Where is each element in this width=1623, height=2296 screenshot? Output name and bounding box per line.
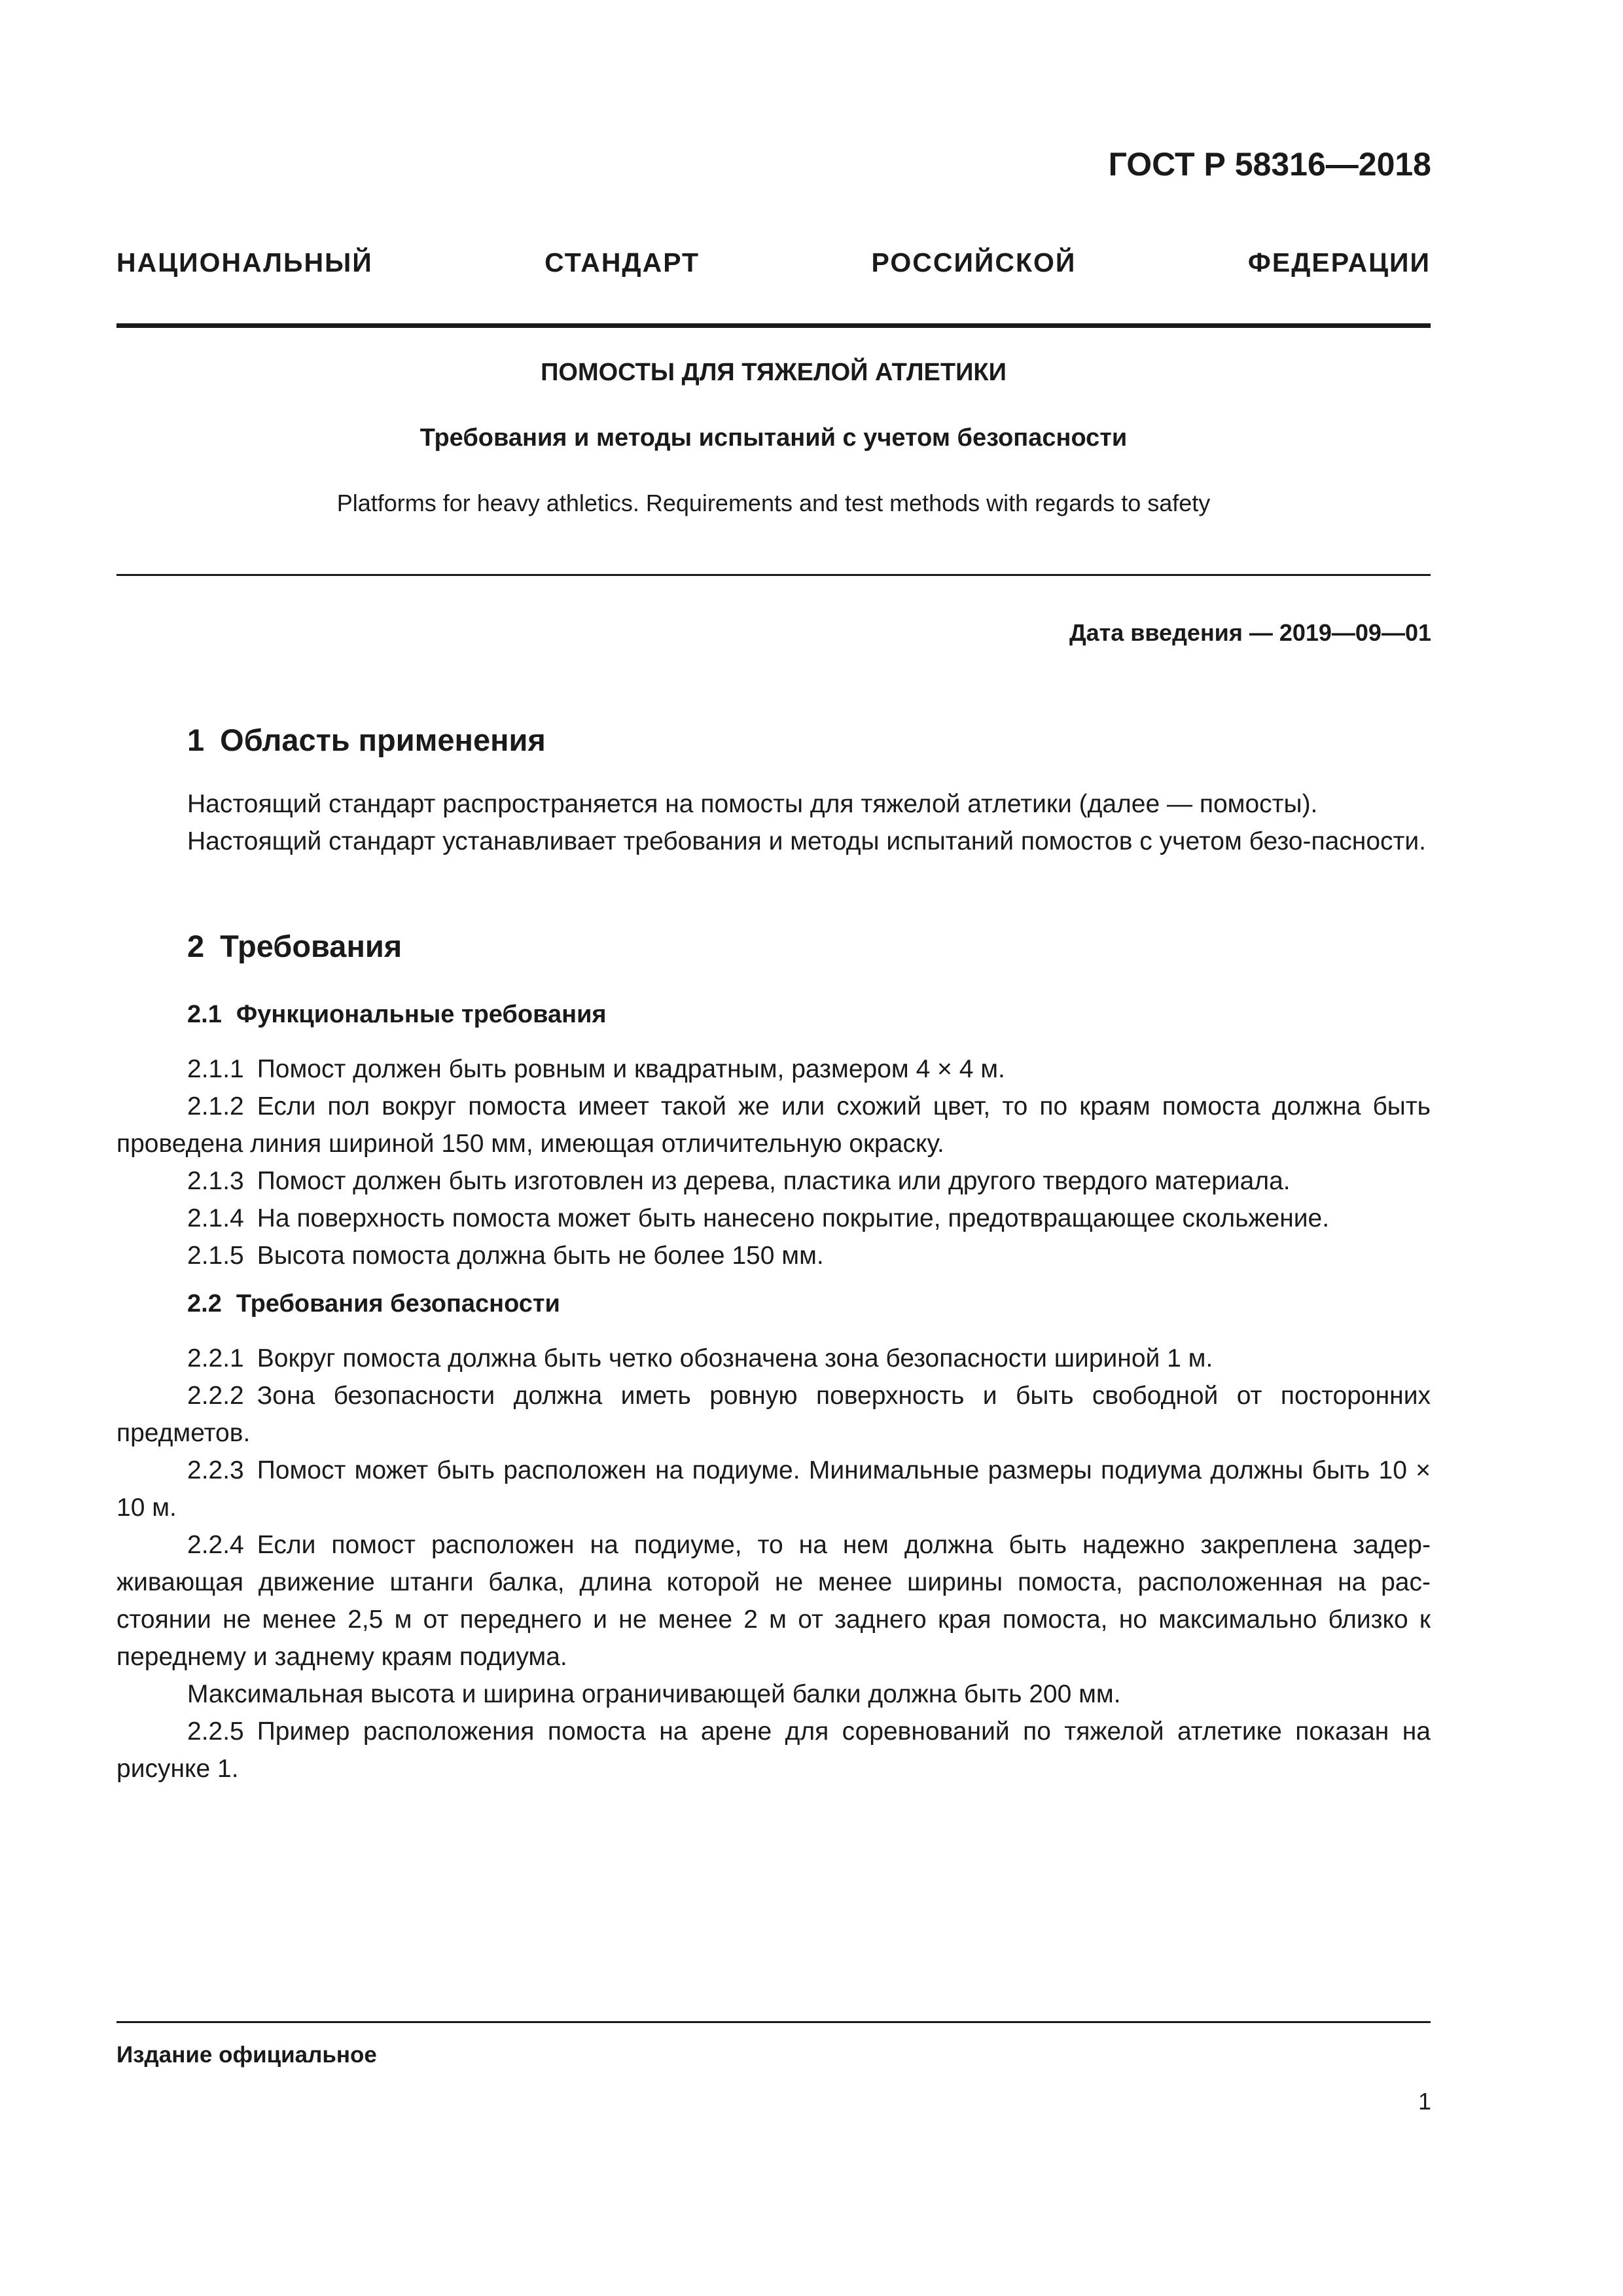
national-standard-banner: НАЦИОНАЛЬНЫЙ СТАНДАРТ РОССИЙСКОЙ ФЕДЕРАЦИИ (116, 247, 1431, 278)
official-edition-label: Издание официальное (116, 2042, 377, 2068)
english-title: Platforms for heavy athletics. Requirements and test methods with regards to safety (336, 490, 1211, 516)
footer-divider (116, 2021, 1431, 2023)
section-2-heading (187, 928, 402, 964)
subsection-2-2-heading (187, 1290, 560, 1318)
clause-2-1-3: 2.1.3 Помост должен быть изготовлен из дерева, пластика или другого твердого материала. (187, 1167, 1291, 1195)
header-divider (116, 323, 1431, 328)
section-1-paragraph-1: Настоящий стандарт распространяется на помосты для тяжелой атлетики (далее — помосты). (187, 790, 1318, 818)
section-1-heading (187, 722, 546, 758)
subsection-2-1-title: Функциональные требования (236, 1001, 607, 1028)
document-title: ПОМОСТЫ ДЛЯ ТЯЖЕЛОЙ АТЛЕТИКИ (541, 359, 1007, 386)
clause-2-2-5: 2.2.5 Пример расположения помоста на арене для соревнований по тяжелой атлетике показан на рисунке 1. (116, 1717, 1431, 1783)
clause-2-1-1: 2.1.1 Помост должен быть ровным и квадратным, размером 4 × 4 м. (187, 1055, 1005, 1083)
subsection-2-1-number: 2.1 (187, 1001, 222, 1028)
document-designation: ГОСТ Р 58316—2018 (1108, 146, 1431, 183)
subsection-2-1-heading (187, 1001, 607, 1029)
clause-2-2-3: 2.2.3 Помост может быть расположен на подиуме. Минимальные размеры подиума должны быть 10 × 10 м. (116, 1456, 1431, 1522)
section-2-title: Требования (220, 929, 402, 963)
document-subtitle: Требования и методы испытаний с учетом безопасности (419, 424, 1128, 452)
section-1-number: 1 (187, 723, 205, 757)
clause-2-1-5: 2.1.5 Высота помоста должна быть не более 150 мм. (187, 1242, 824, 1270)
clause-2-2-1: 2.2.1 Вокруг помоста должна быть четко обозначена зона безопасности шириной 1 м. (187, 1344, 1213, 1372)
introduction-date: Дата введения — 2019—09—01 (1069, 619, 1431, 646)
page-number: 1 (1418, 2088, 1431, 2115)
section-1-paragraph-2: Настоящий стандарт устанавливает требования и методы испытаний помостов с учетом безо-пасности. (187, 827, 1426, 855)
clause-2-2-4-beam-size: Максимальная высота и ширина ограничивающей балки должна быть 200 мм. (187, 1680, 1121, 1708)
clause-2-1-4: 2.1.4 На поверхность помоста может быть нанесено покрытие, предотвращающее скольжение. (187, 1204, 1330, 1232)
subsection-2-2-number: 2.2 (187, 1290, 222, 1318)
clause-2-1-2: 2.1.2 Если пол вокруг помоста имеет такой же или схожий цвет, то по краям помоста должна быть проведена линия шириной 150 мм, имеющая отличительную окраску. (116, 1092, 1431, 1158)
section-1-title: Область применения (220, 723, 546, 757)
subsection-2-2-title: Требования безопасности (236, 1290, 560, 1318)
clause-2-2-4: 2.2.4 Если помост расположен на подиуме, то на нем должна быть надежно закреплена задер-живающая движение штанги балка, длина которой не менее ширины помоста, расположенная на рас-стоянии не менее 2,5 м от переднего и не менее 2 м от заднего края помоста, но максимально близко к переднему и заднему краям подиума. (116, 1531, 1431, 1671)
section-2-number: 2 (187, 929, 205, 963)
title-divider (116, 574, 1431, 576)
clause-2-2-2: 2.2.2 Зона безопасности должна иметь ровную поверхность и быть свободной от посторонних предметов. (116, 1382, 1431, 1447)
